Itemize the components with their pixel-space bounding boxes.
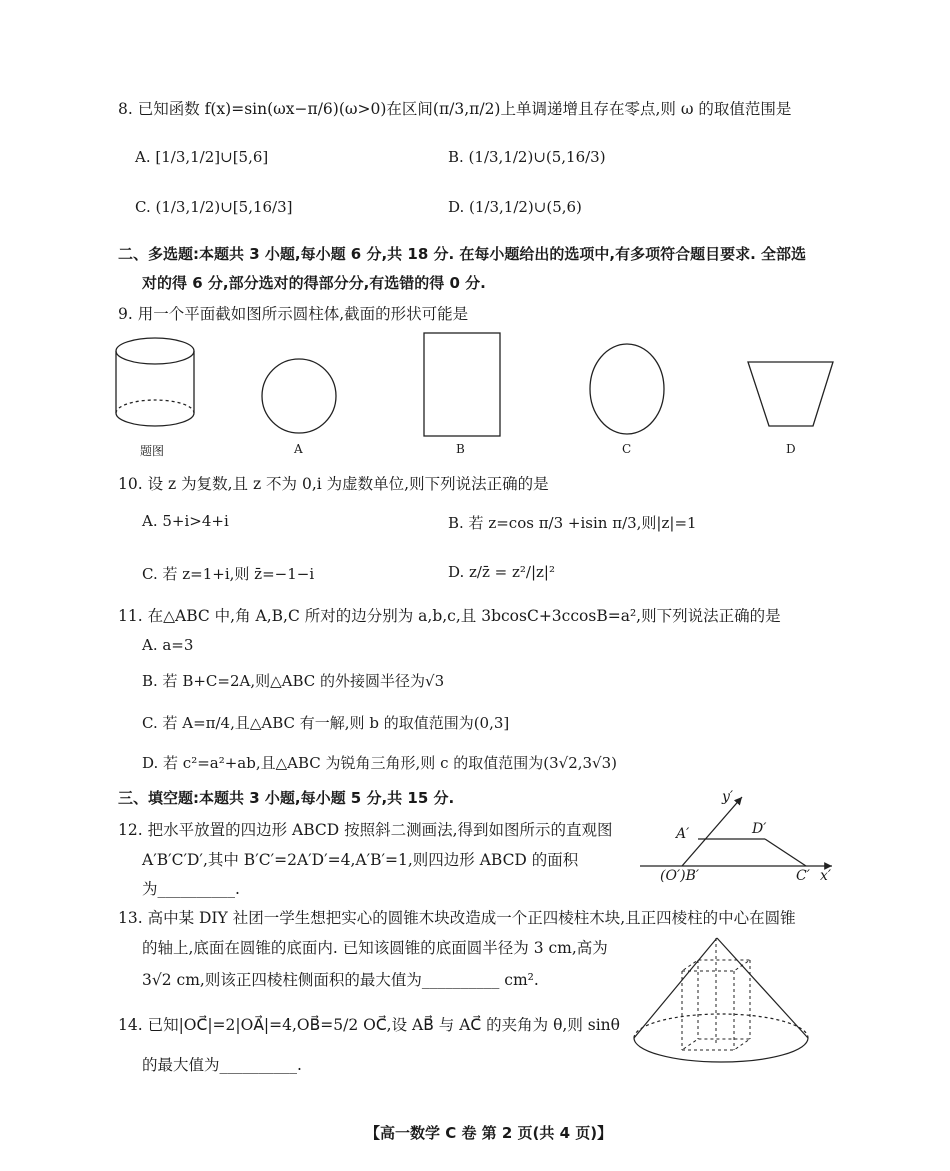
q12-line3: 为__________. <box>142 880 240 898</box>
label-d-prime: D′ <box>752 821 767 837</box>
q9-caption-a: A <box>294 442 303 456</box>
q14-line2: 的最大值为__________. <box>142 1056 302 1074</box>
q12-line1: 12. 把水平放置的四边形 ABCD 按照斜二测画法,得到如图所示的直观图 <box>118 821 613 839</box>
q10-stem: 10. 设 z 为复数,且 z 不为 0,i 为虚数单位,则下列说法正确的是 <box>118 475 549 493</box>
q11-option-b: B. 若 B+C=2A,则△ABC 的外接圆半径为√3 <box>142 672 445 690</box>
q13-line3: 3√2 cm,则该正四棱柱侧面积的最大值为__________ cm². <box>142 971 539 989</box>
q13-line1: 13. 高中某 DIY 社团一学生想把实心的圆锥木块改造成一个正四棱柱木块,且正四棱柱的中心在圆锥 <box>118 909 796 927</box>
page-footer: 【高一数学 C 卷 第 2 页(共 4 页)】 <box>365 1124 613 1142</box>
q13-line2: 的轴上,底面在圆锥的底面内. 已知该圆锥的底面圆半径为 3 cm,高为 <box>142 939 608 957</box>
q10-option-a: A. 5+i>4+i <box>142 512 229 530</box>
q9-caption-b: B <box>456 442 465 456</box>
section2-heading-line1: 二、多选题:本题共 3 小题,每小题 6 分,共 18 分. 在每小题给出的选项中,有多项符合题目要求. 全部选 <box>118 245 807 263</box>
q8-option-d: D. (1/3,1/2)∪(5,6) <box>448 198 582 216</box>
q8-option-c: C. (1/3,1/2)∪[5,16/3] <box>135 198 293 216</box>
q12-line2: A′B′C′D′,其中 B′C′=2A′D′=4,A′B′=1,则四边形 ABCD 的面积 <box>142 851 579 869</box>
q9-caption-d: D <box>786 442 796 456</box>
q11-stem: 11. 在△ABC 中,角 A,B,C 所对的边分别为 a,b,c,且 3bcosC+3ccosB=a²,则下列说法正确的是 <box>118 607 781 625</box>
q11-option-c: C. 若 A=π/4,且△ABC 有一解,则 b 的取值范围为(0,3] <box>142 714 510 732</box>
label-x-axis: x′ <box>820 868 832 884</box>
q8-stem: 8. 已知函数 f(x)=sin(ωx−π/6)(ω>0)在区间(π/3,π/2)上单调递增且存在零点,则 ω 的取值范围是 <box>118 100 792 118</box>
q9-caption-figure: 题图 <box>140 444 165 458</box>
q14-line1: 14. 已知|OC⃗|=2|OA⃗|=4,OB⃗=5/2 OC⃗,设 AB⃗ 与 AC⃗ 的夹角为 θ,则 sinθ <box>118 1016 620 1034</box>
q9-caption-c: C <box>622 442 632 456</box>
label-a-prime: A′ <box>676 826 690 842</box>
label-o-b-prime: (O′)B′ <box>660 868 700 884</box>
label-c-prime: C′ <box>796 868 810 884</box>
label-y-axis: y′ <box>722 789 734 805</box>
q10-option-d: D. z/z̄ = z²/|z|² <box>448 563 555 581</box>
q10-option-b: B. 若 z=cos π/3 +isin π/3,则|z|=1 <box>448 514 697 532</box>
section2-heading-line2: 对的得 6 分,部分选对的得部分分,有选错的得 0 分. <box>142 274 486 292</box>
q11-option-d: D. 若 c²=a²+ab,且△ABC 为锐角三角形,则 c 的取值范围为(3√2,3√3) <box>142 754 617 772</box>
q8-option-a: A. [1/3,1/2]∪[5,6] <box>135 148 269 166</box>
q10-option-c: C. 若 z=1+i,则 z̄=−1−i <box>142 565 315 583</box>
section3-heading: 三、填空题:本题共 3 小题,每小题 5 分,共 15 分. <box>118 789 455 807</box>
q9-stem: 9. 用一个平面截如图所示圆柱体,截面的形状可能是 <box>118 305 469 323</box>
q11-option-a: A. a=3 <box>142 636 194 654</box>
q8-option-b: B. (1/3,1/2)∪(5,16/3) <box>448 148 606 166</box>
